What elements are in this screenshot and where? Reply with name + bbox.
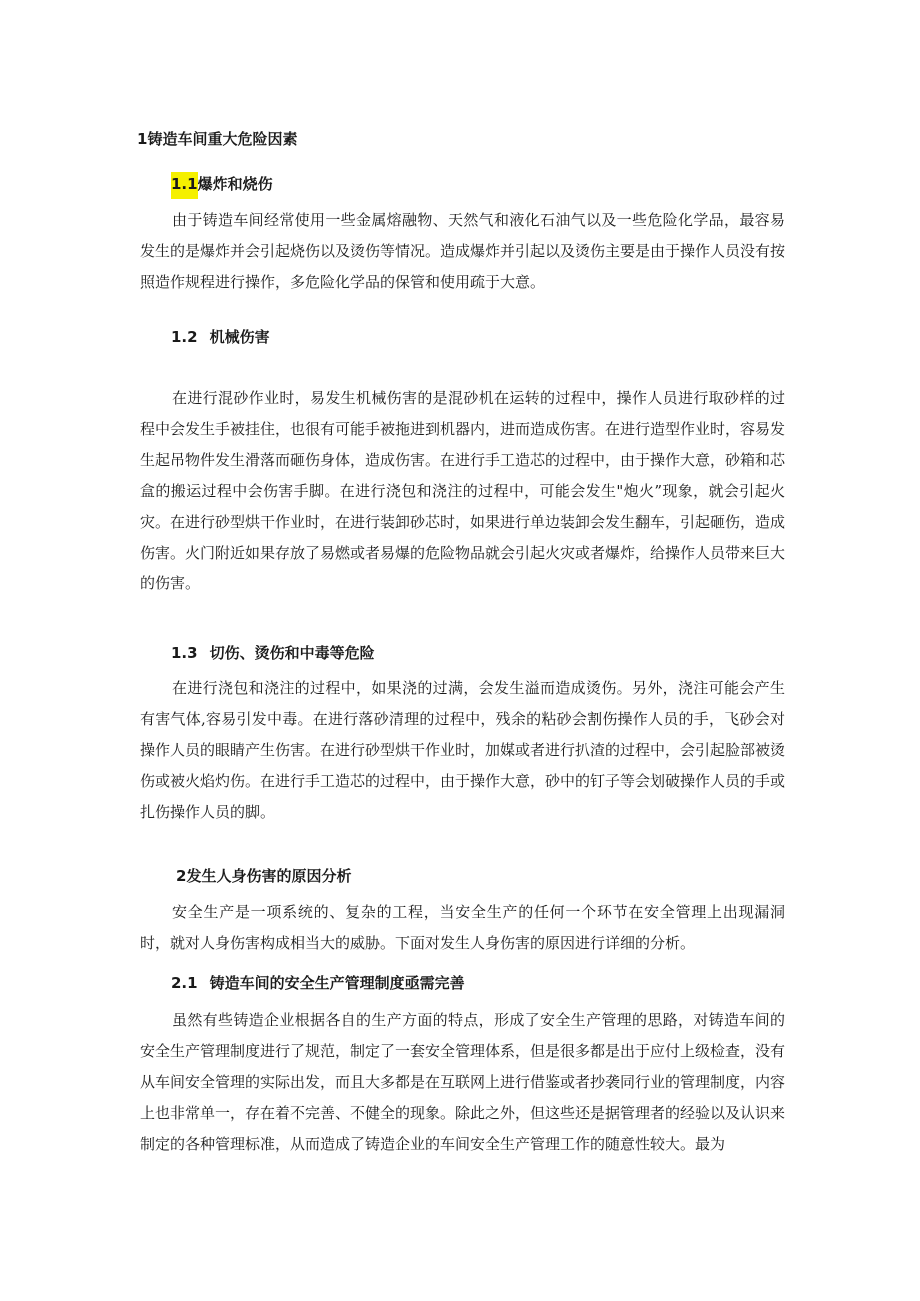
heading-number-highlighted: 1.1 [171,172,198,199]
heading-number: 1.2 [171,328,198,346]
heading-title: 铸造车间重大危险因素 [147,130,298,148]
heading-title: 机械伤害 [209,328,270,346]
heading-section-2-1 [171,973,465,993]
heading-title: 铸造车间的安全生产管理制度亟需完善 [209,974,465,992]
paragraph-section-2: 安全生产是一项系统的、复杂的工程，当安全生产的任何一个环节在安全管理上出现漏洞时，就对人身伤害构成相当大的威胁。下面对发生人身伤害的原因进行详细的分析。 [140,903,785,952]
heading-section-1-2 [171,327,270,347]
heading-section-1 [137,129,297,149]
heading-number: 2 [176,867,187,885]
paragraph-section-2-1: 虽然有些铸造企业根据各自的生产方面的特点，形成了安全生产管理的思路，对铸造车间的安全生产管理制度进行了规范，制定了一套安全管理体系，但是很多都是出于应付上级检查，没有从车间安全管理的实际出发，而且大多都是在互联网上进行借鉴或者抄袭同行业的管理制度，内容上也非常单一，存在着不完善、不健全的现象。除此之外，但这些还是据管理者的经验以及认识来制定的各种管理标准，从而造成了铸造企业的车间安全生产管理工作的随意性较大。最为 [140,1011,786,1153]
heading-section-1-1 [171,174,273,194]
heading-number: 1 [137,130,148,148]
heading-title: 发生人身伤害的原因分析 [186,867,352,885]
paragraph-section-1-2: 在进行混砂作业时，易发生机械伤害的是混砂机在运转的过程中，操作人员进行取砂样的过程中会发生手被挂住，也很有可能手被拖进到机器内，进而造成伤害。在进行造型作业时，容易发生起吊物件发生滑落而砸伤身体，造成伤害。在进行手工造芯的过程中，由于操作大意，砂箱和芯盒的搬运过程中会伤害手脚。在进行浇包和浇注的过程中，可能会发生"炮火”现象，就会引起火灾。在进行砂型烘干作业时，在进行装卸砂芯时，如果进行单边装卸会发生翻车，引起砸伤，造成伤害。火门附近如果存放了易燃或者易爆的危险物品就会引起火灾或者爆炸，给操作人员带来巨大的伤害。 [140,389,786,593]
paragraph-section-1-1: 由于铸造车间经常使用一些金属熔融物、天然气和液化石油气以及一些危险化学品，最容易发生的是爆炸并会引起烧伤以及烫伤等情况。造成爆炸并引起以及烫伤主要是由于操作人员没有按照造作规程进行操作，多危险化学品的保管和使用疏于大意。 [140,211,786,291]
heading-title: 切伤、烫伤和中毒等危险 [209,644,375,662]
heading-section-1-3 [171,643,375,663]
heading-number: 1.3 [171,644,198,662]
paragraph-section-1-3: 在进行浇包和浇注的过程中，如果浇的过满，会发生溢而造成烫伤。另外，浇注可能会产生有害气体,容易引发中毒。在进行落砂清理的过程中，残余的粘砂会割伤操作人员的手，飞砂会对操作人员的眼睛产生伤害。在进行砂型烘干作业时，加媒或者进行扒渣的过程中，会引起脸部被烫伤或被火焰灼伤。在进行手工造芯的过程中，由于操作大意，砂中的钉子等会划破操作人员的手或扎伤操作人员的脚。 [140,679,786,821]
heading-section-2 [176,866,351,886]
heading-number: 2.1 [171,974,198,992]
heading-title: 爆炸和烧伤 [197,175,273,193]
